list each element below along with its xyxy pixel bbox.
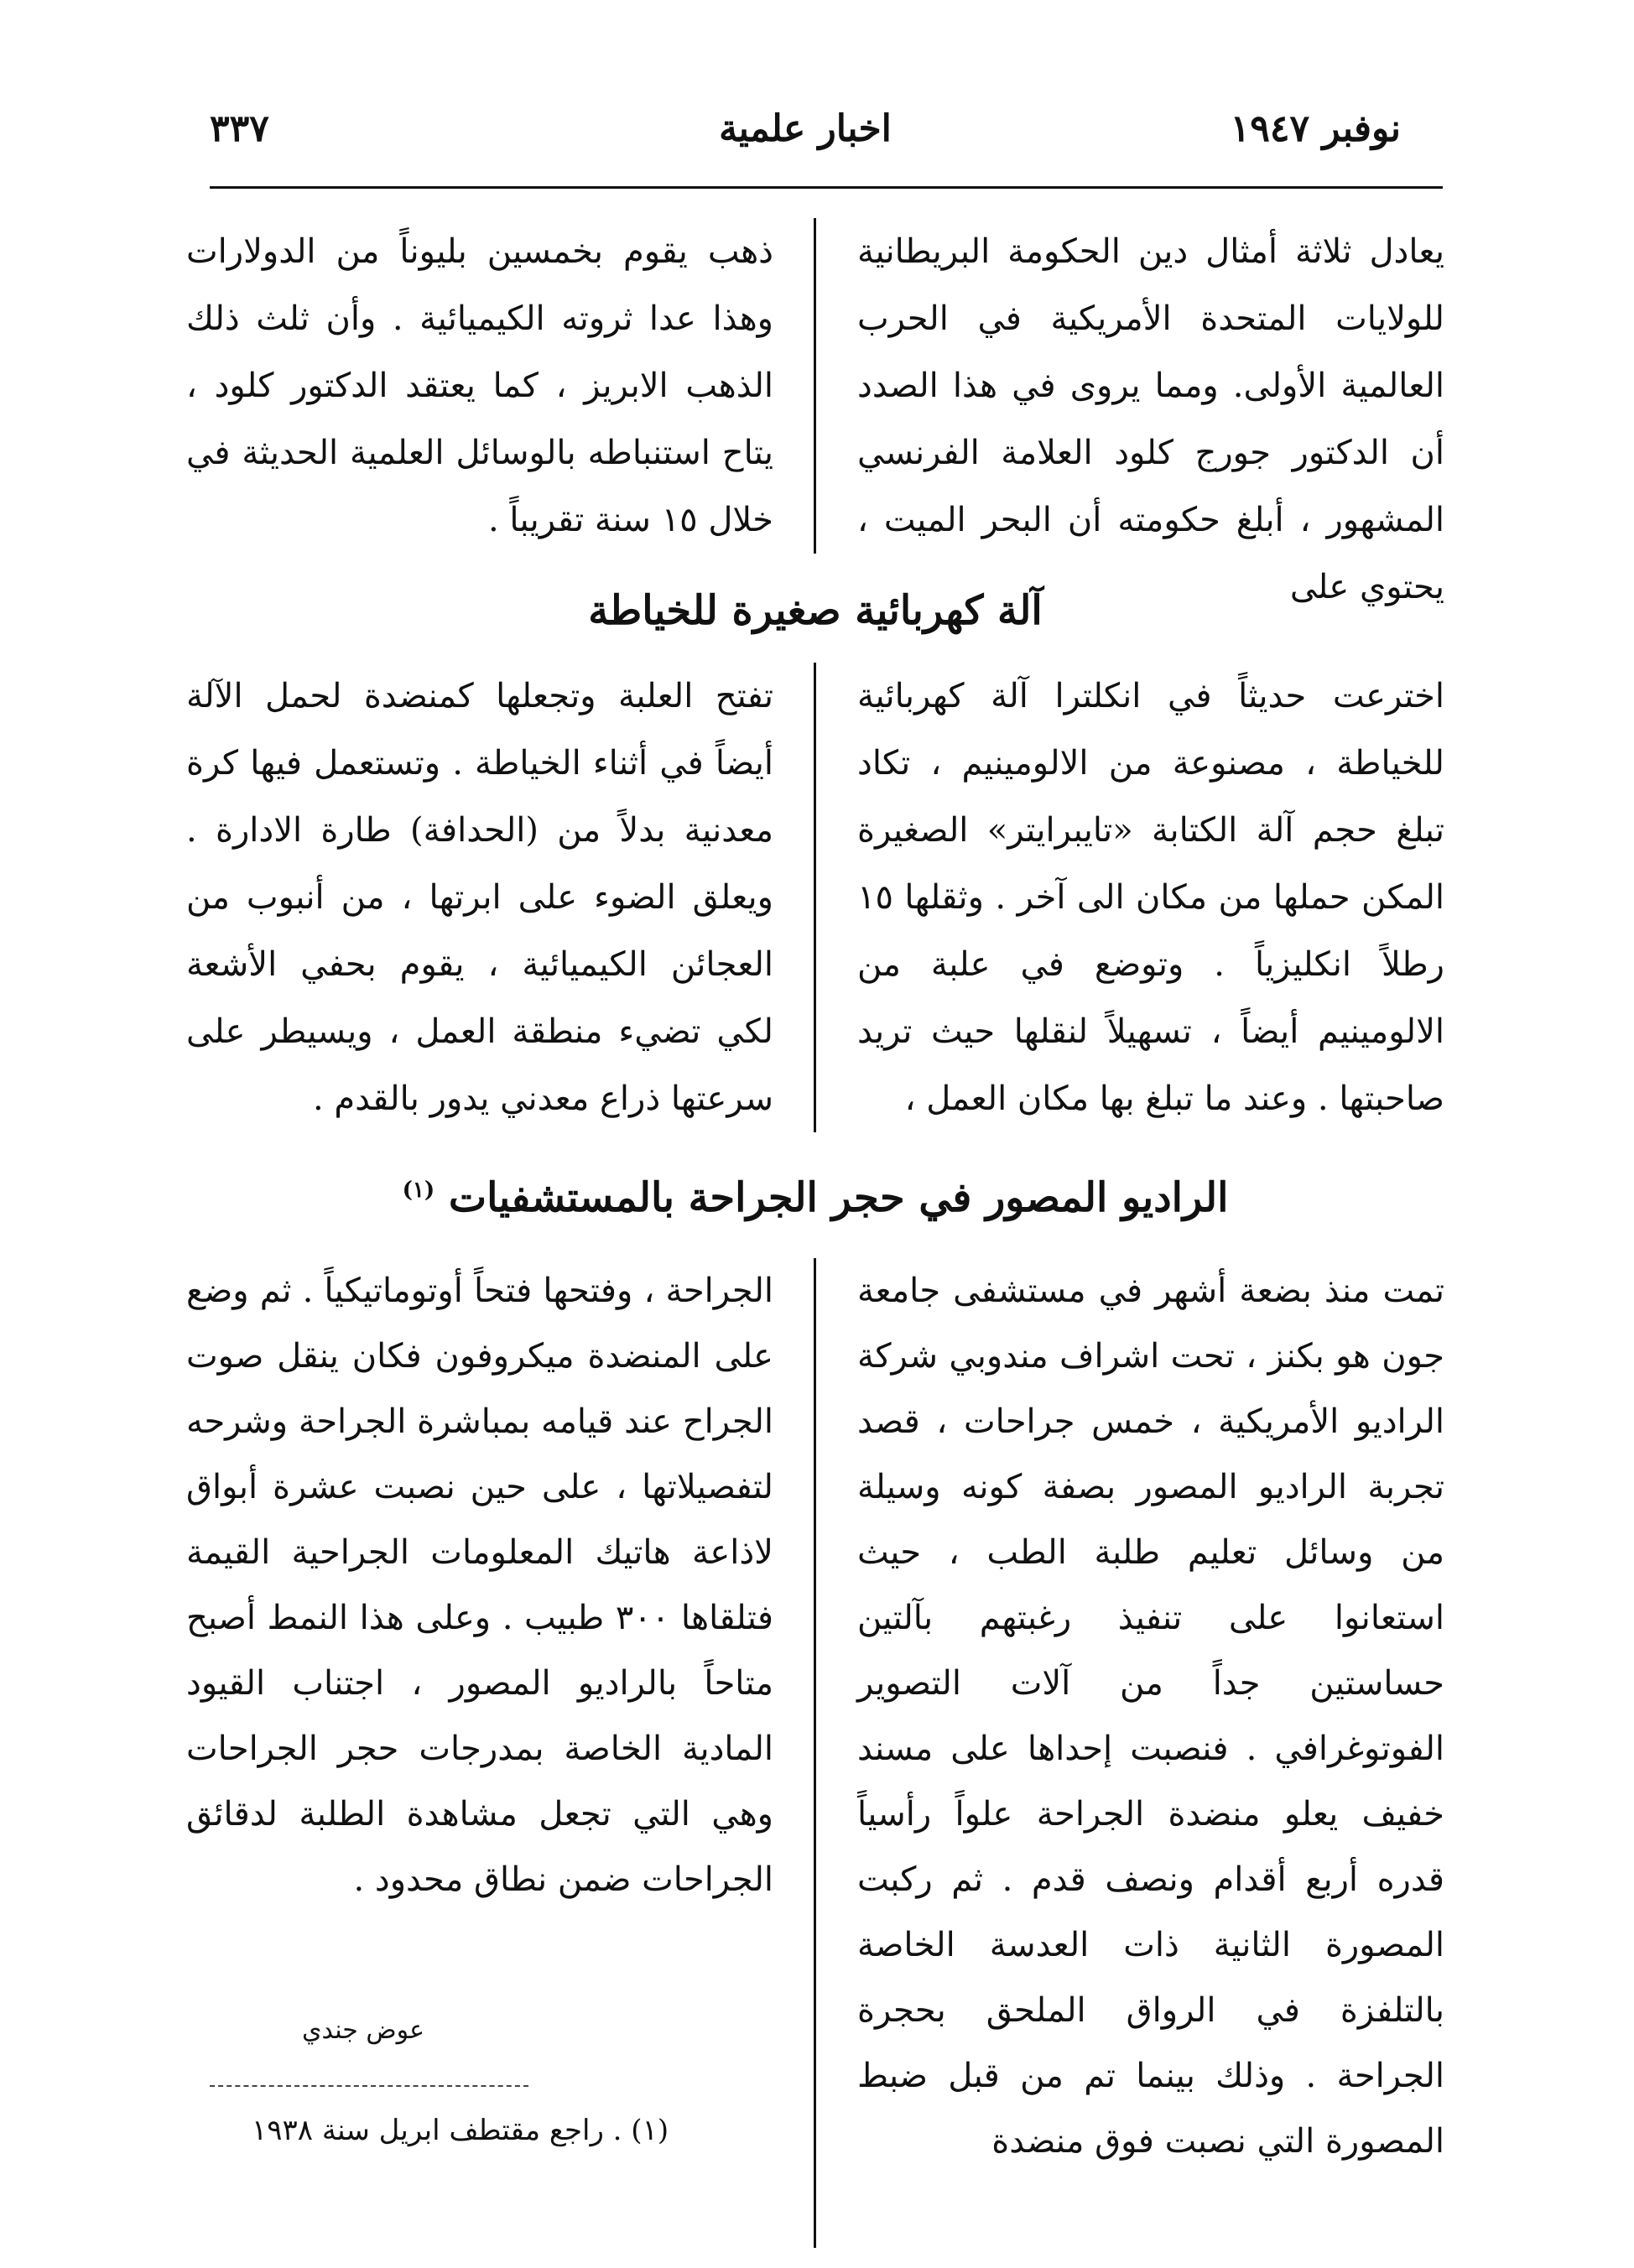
section-1-left-column bbox=[186, 218, 773, 554]
section-3-left-text: الجراحة ، وفتحها فتحاً أوتوماتيكياً . ثم وضع على المنضدة ميكروفون فكان ينقل صوت الجراح عند قيامه بمباشرة الجراحة وشرحه لتفصيلاتها ، على حين نصبت عشرة أبواق لاذاعة هاتيك المعلومات الجراحية القيمة فتلقاها ٣٠٠ طبيب . وعلى هذا النمط أصبح متاحاً بالراديو المصور ، اجتناب القيود المادية الخاصة بمدرجات حجر الجراحات وهي التي تجعل مشاهدة الطلبة لدقائق الجراحات ضمن نطاق محدود . bbox=[186, 1272, 773, 1899]
section-2-left-column bbox=[186, 663, 773, 1132]
section-2 bbox=[186, 663, 1444, 1149]
header-rule bbox=[210, 186, 1443, 189]
section-1 bbox=[186, 218, 1444, 606]
section-3-footnote-ref: (١) bbox=[402, 1178, 435, 1203]
section-2-left-text: تفتح العلبة وتجعلها كمنضدة لحمل الآلة أيضاً في أثناء الخياطة . وتستعمل فيها كرة معدنية بدلاً من (الحدافة) طارة الادارة . ويعلق الضوء على ابرتها ، من أنبوب من العجائن الكيميائية ، يقوم بحفي الأشعة لكي تضيء منطقة العمل ، ويسيطر على سرعتها ذراع معدني يدور بالقدم . bbox=[186, 677, 773, 1118]
footnote: (١) . راجع مقتطف ابريل سنة ١٩٣٨ bbox=[252, 2114, 669, 2147]
column-divider bbox=[814, 663, 816, 1132]
header-section-title: اخبار علمية bbox=[719, 107, 892, 150]
author-signature: عوض جندي bbox=[302, 2016, 425, 2045]
column-divider bbox=[814, 218, 816, 554]
section-3-title bbox=[186, 1174, 1444, 1221]
header-date: نوفبر ١٩٤٧ bbox=[1230, 107, 1401, 150]
section-3-title-text: الراديو المصور في حجر الجراحة بالمستشفيات bbox=[448, 1174, 1229, 1221]
section-3-left-column bbox=[186, 1258, 773, 1912]
section-1-right-text: يعادل ثلاثة أمثال دين الحكومة البريطانية للولايات المتحدة الأمريكية في الحرب العالمية الأولى. ومما يروى في هذا الصدد أن الدكتور جورج كلود العلامة الفرنسي المشهور ، أبلغ حكومته أن البحر الميت ، يحتوي على bbox=[857, 232, 1444, 606]
footnote-rule bbox=[210, 2085, 528, 2087]
section-1-right-column bbox=[857, 218, 1444, 621]
section-3-right-column bbox=[857, 1258, 1444, 2174]
section-3-right-text: تمت منذ بضعة أشهر في مستشفى جامعة جون هو بكنز ، تحت اشراف مندوبي شركة الراديو الأمريكية ، خمس جراحات ، قصد تجربة الراديو المصور بصفة كونه وسيلة من وسائل تعليم طلبة الطب ، حيث استعانوا على تنفيذ رغبتهم بآلتين حساستين جداً من آلات التصوير الفوتوغرافي . فنصبت إحداها على مسند خفيف يعلو منضدة الجراحة علواً رأسياً قدره أربع أقدام ونصف قدم . ثم ركبت المصورة الثانية ذات العدسة الخاصة بالتلفزة في الرواق الملحق بحجرة الجراحة . وذلك بينما تم من قبل ضبط المصورة التي نصبت فوق منضدة bbox=[857, 1272, 1444, 2161]
section-2-right-text: اخترعت حديثاً في انكلترا آلة كهربائية للخياطة ، مصنوعة من الالومينيم ، تكاد تبلغ حجم آلة الكتابة «تايبرايتر» الصغيرة المكن حملها من مكان الى آخر . وثقلها ١٥ رطلاً انكليزياً . وتوضع في علبة من الالومينيم أيضاً ، تسهيلاً لنقلها حيث تريد صاحبتها . وعند ما تبلغ بها مكان العمل ، bbox=[857, 677, 1444, 1118]
section-2-right-column bbox=[857, 663, 1444, 1132]
column-divider bbox=[814, 1258, 816, 2248]
page-header bbox=[210, 107, 1401, 158]
section-2-title: آلة كهربائية صغيرة للخياطة bbox=[588, 587, 1043, 634]
section-1-left-text: ذهب يقوم بخمسين بليوناً من الدولارات وهذا عدا ثروته الكيميائية . وأن ثلث ذلك الذهب الابريز ، كما يعتقد الدكتور كلود ، يتاح استنباطه بالوسائل العلمية الحديثة في خلال ١٥ سنة تقريباً . bbox=[186, 232, 773, 539]
header-page-number: ٣٣٧ bbox=[210, 107, 269, 150]
